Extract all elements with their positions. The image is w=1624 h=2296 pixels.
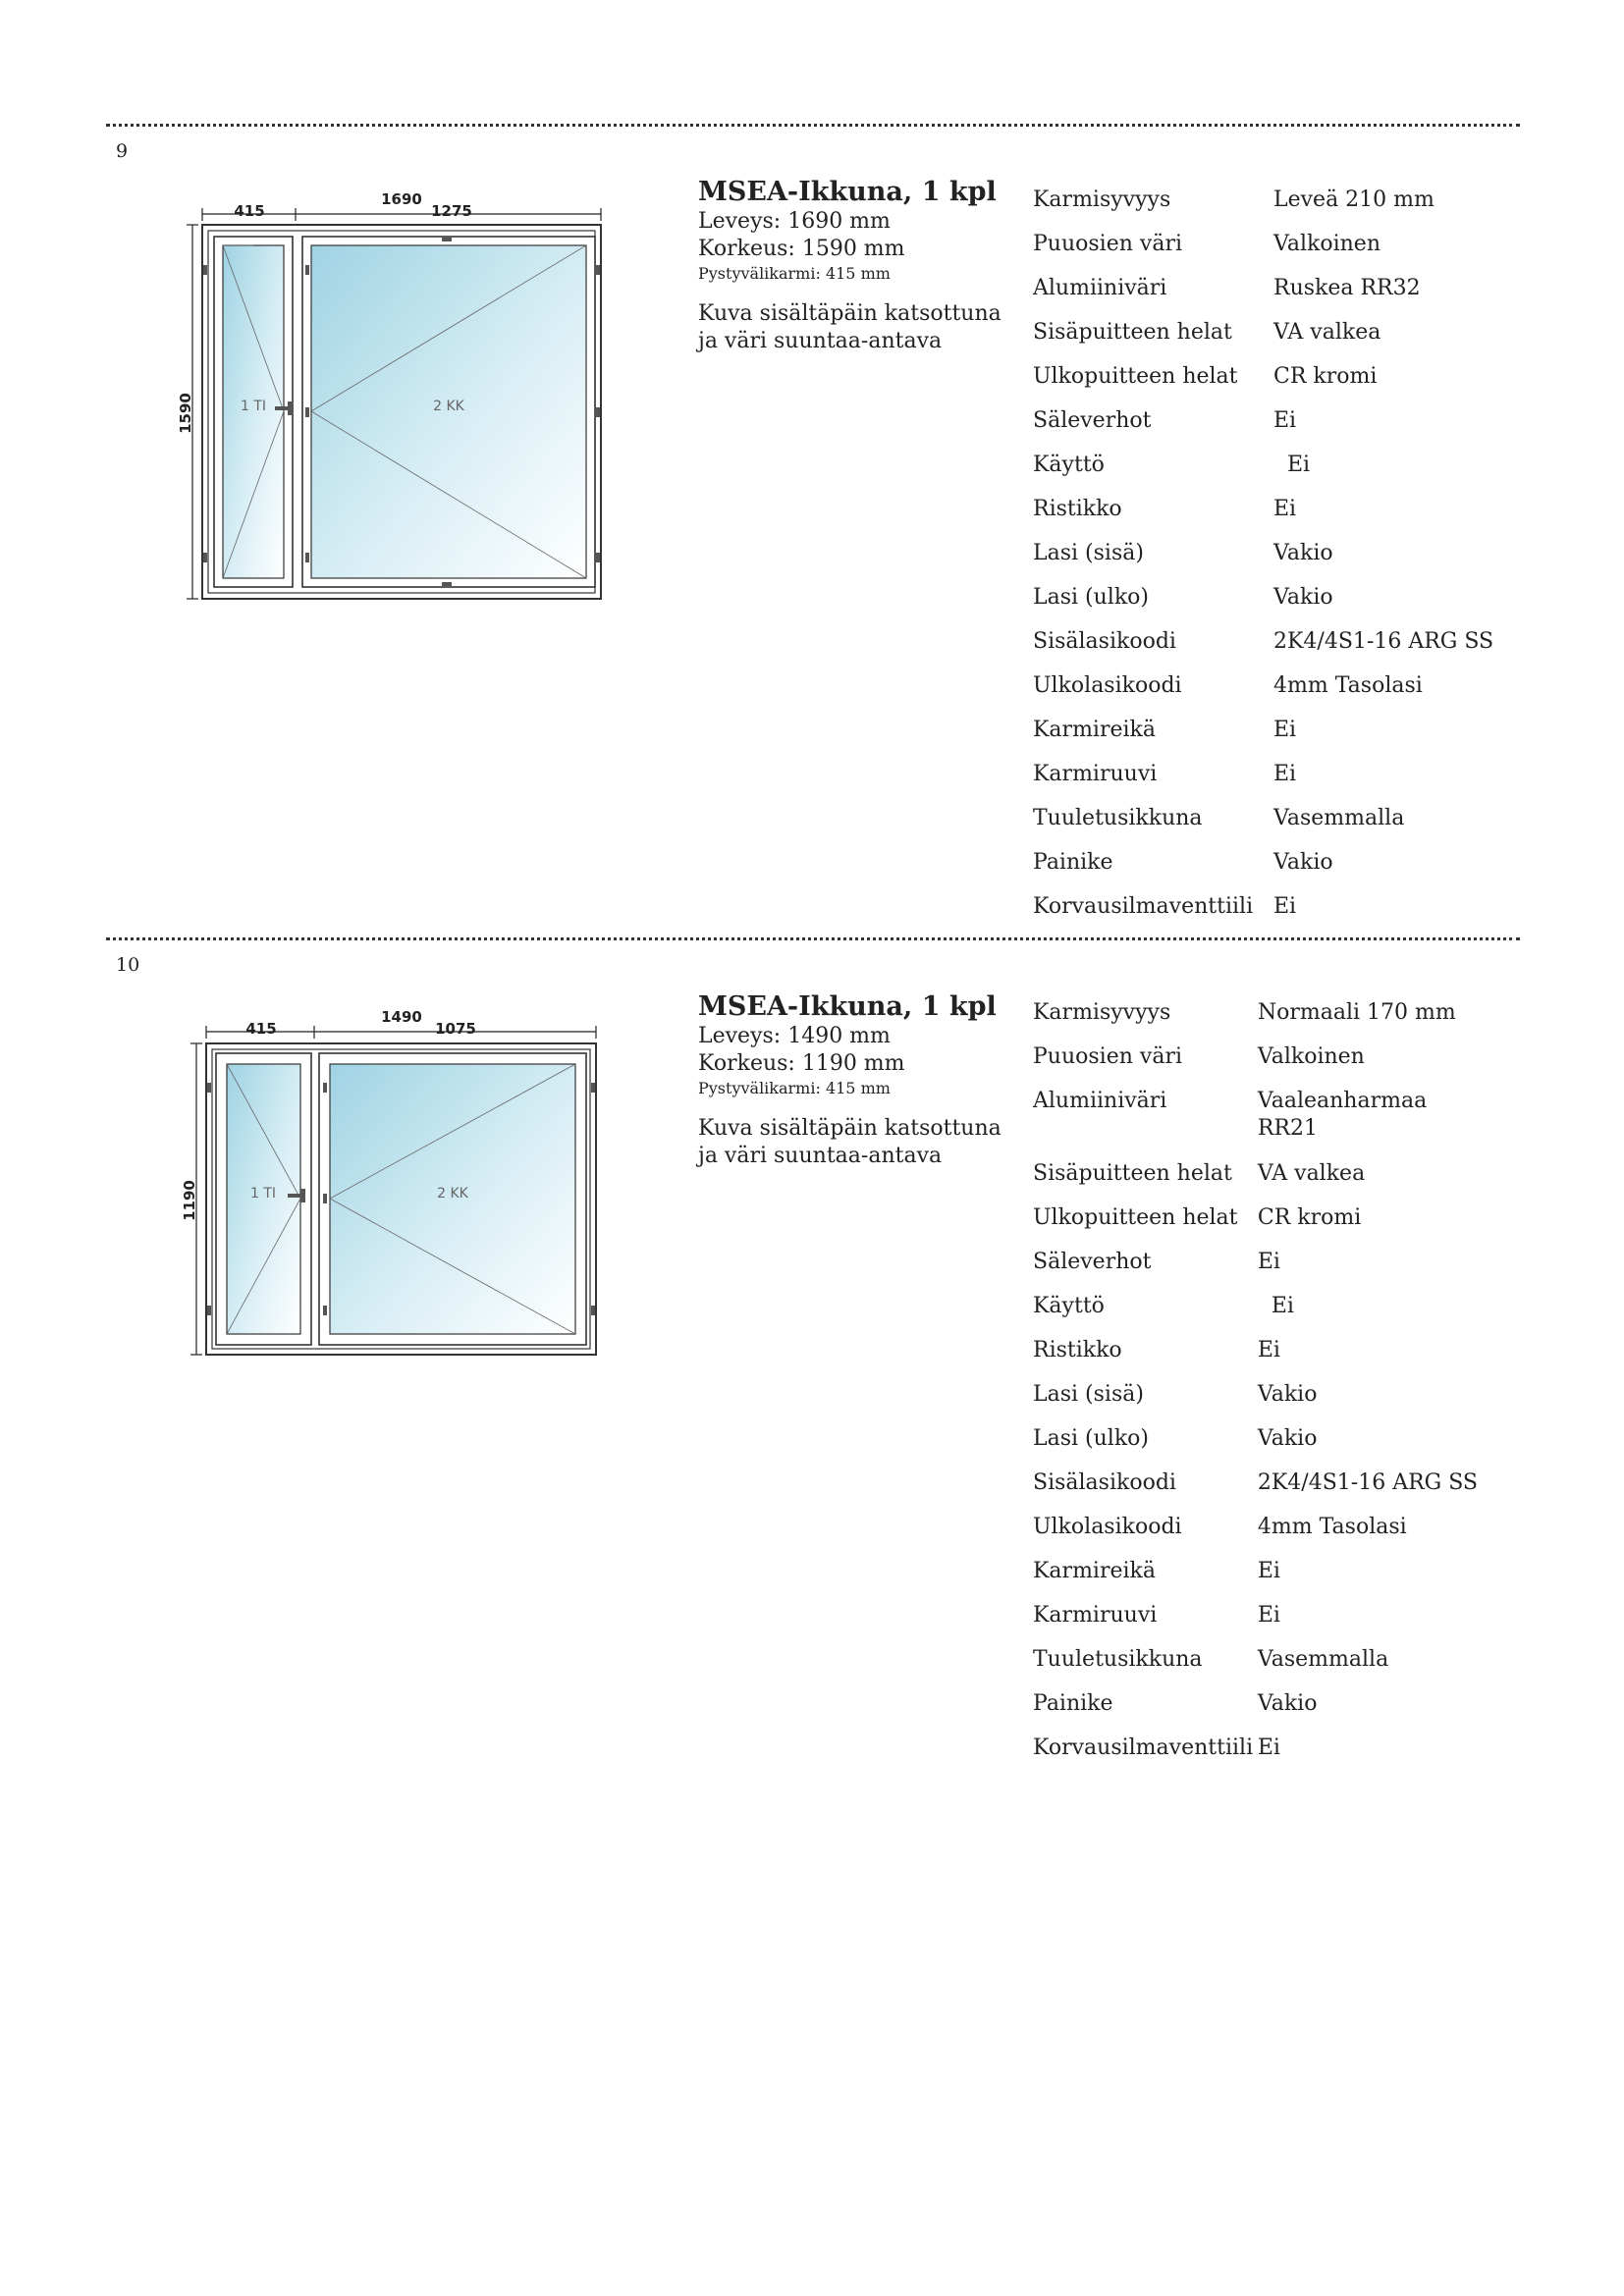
spec-value: 2K4/4S1-16 ARG SS — [1273, 629, 1494, 654]
spec-label: Ulkopuitteen helat — [1033, 364, 1238, 389]
item-number: 10 — [116, 954, 140, 976]
spec-table — [1033, 187, 1524, 937]
spec-row — [1033, 849, 1524, 893]
spec-label: Karmiruuvi — [1033, 1603, 1158, 1628]
spec-label: Sisälasikoodi — [1033, 629, 1176, 654]
spec-label: Alumiiniväri — [1033, 276, 1167, 300]
spec-label: Karmireikä — [1033, 718, 1156, 742]
left-sash-label: 1 TI — [240, 399, 267, 414]
spec-value: Vasemmalla — [1273, 806, 1405, 830]
spec-value: CR kromi — [1257, 1205, 1362, 1230]
spec-label: Karmisyvyys — [1033, 1000, 1171, 1025]
spec-row — [1033, 1204, 1524, 1249]
dim-right-width: 1275 — [431, 202, 472, 220]
spec-value: Ei — [1273, 453, 1311, 477]
spec-label: Karmiruuvi — [1033, 762, 1158, 786]
spec-value: Ei — [1257, 1338, 1280, 1362]
spec-label: Lasi (sisä) — [1033, 1382, 1144, 1407]
spec-value: VA valkea — [1273, 320, 1381, 345]
width-text: Leveys: 1490 mm — [698, 1024, 891, 1048]
spec-label: Sisäpuitteen helat — [1033, 1161, 1232, 1186]
spec-value: Ei — [1273, 408, 1297, 433]
spec-value: Vakio — [1273, 541, 1333, 565]
spec-value: Vakio — [1273, 850, 1333, 875]
spec-row — [1033, 1425, 1524, 1469]
right-sash-label: 2 KK — [437, 1186, 468, 1201]
spec-label: Tuuletusikkuna — [1033, 806, 1203, 830]
spec-value: 4mm Tasolasi — [1273, 673, 1423, 698]
spec-label: Lasi (sisä) — [1033, 541, 1144, 565]
window-summary — [698, 177, 1012, 355]
spec-label: Sisälasikoodi — [1033, 1470, 1176, 1495]
spec-label: Ristikko — [1033, 1338, 1122, 1362]
spec-value: Vaaleanharmaa RR21 — [1257, 1089, 1428, 1141]
window-title: MSEA-Ikkuna, 1 kpl — [698, 991, 997, 1022]
spec-label: Ulkopuitteen helat — [1033, 1205, 1238, 1230]
spec-label: Alumiiniväri — [1033, 1089, 1167, 1113]
drawing-note-line1: Kuva sisältäpäin katsottuna — [698, 1116, 1001, 1141]
dim-left-width: 415 — [234, 202, 265, 220]
spec-value: CR kromi — [1273, 364, 1378, 389]
spec-label: Korvausilmaventtiili — [1033, 1735, 1254, 1760]
spec-row — [1033, 1735, 1524, 1779]
spec-row — [1033, 407, 1524, 452]
spec-row — [1033, 1249, 1524, 1293]
spec-row — [1033, 187, 1524, 231]
spec-row — [1033, 628, 1524, 672]
spec-label: Käyttö — [1033, 1294, 1105, 1318]
spec-value: Leveä 210 mm — [1273, 187, 1435, 212]
spec-value: Ei — [1257, 1603, 1280, 1628]
right-sash-label: 2 KK — [433, 399, 464, 414]
spec-label: Korvausilmaventtiili — [1033, 894, 1254, 919]
spec-row — [1033, 1690, 1524, 1735]
spec-row — [1033, 1088, 1524, 1160]
spec-value: Valkoinen — [1257, 1044, 1365, 1069]
height-text: Korkeus: 1190 mm — [698, 1051, 905, 1076]
spec-row — [1033, 805, 1524, 849]
spec-label: Puuosien väri — [1033, 1044, 1182, 1069]
spec-label: Säleverhot — [1033, 408, 1152, 433]
spec-value: Ei — [1273, 894, 1297, 919]
spec-table — [1033, 999, 1524, 1779]
spec-row — [1033, 1514, 1524, 1558]
left-sash-label: 1 TI — [249, 1186, 277, 1201]
spec-label: Puuosien väri — [1033, 232, 1182, 256]
spec-row — [1033, 540, 1524, 584]
spec-row — [1033, 1337, 1524, 1381]
spec-label: Sisäpuitteen helat — [1033, 320, 1232, 345]
spec-row — [1033, 319, 1524, 363]
spec-label: Karmireikä — [1033, 1559, 1156, 1583]
spec-label: Lasi (ulko) — [1033, 1426, 1149, 1451]
spec-value: Vakio — [1257, 1382, 1318, 1407]
spec-label: Painike — [1033, 1691, 1113, 1716]
window-drawing — [177, 182, 609, 614]
spec-row — [1033, 1558, 1524, 1602]
drawing-note-line1: Kuva sisältäpäin katsottuna — [698, 301, 1001, 326]
spec-value: Ei — [1257, 1250, 1280, 1274]
spec-row — [1033, 1646, 1524, 1690]
spec-value: 2K4/4S1-16 ARG SS — [1257, 1470, 1478, 1495]
spec-label: Painike — [1033, 850, 1113, 875]
spec-row — [1033, 584, 1524, 628]
spec-value: Ei — [1257, 1559, 1280, 1583]
dim-left-width: 415 — [245, 1020, 277, 1038]
spec-label: Ulkolasikoodi — [1033, 1515, 1182, 1539]
mullion-text: Pystyvälikarmi: 415 mm — [698, 1079, 891, 1097]
spec-value: VA valkea — [1257, 1161, 1366, 1186]
spec-row — [1033, 999, 1524, 1043]
dim-total-width: 1690 — [381, 190, 422, 208]
spec-row — [1033, 452, 1524, 496]
spec-row — [1033, 893, 1524, 937]
spec-value: Ei — [1273, 718, 1297, 742]
spec-value: 4mm Tasolasi — [1257, 1515, 1407, 1539]
spec-value: Vakio — [1273, 585, 1333, 610]
spec-value: Ei — [1257, 1735, 1280, 1760]
window-title: MSEA-Ikkuna, 1 kpl — [698, 177, 997, 207]
spec-label: Ulkolasikoodi — [1033, 673, 1182, 698]
height-text: Korkeus: 1590 mm — [698, 237, 905, 261]
spec-label: Lasi (ulko) — [1033, 585, 1149, 610]
spec-label: Karmisyvyys — [1033, 187, 1171, 212]
spec-row — [1033, 275, 1524, 319]
spec-value: Valkoinen — [1273, 232, 1380, 256]
drawing-note — [698, 300, 1012, 355]
spec-row — [1033, 717, 1524, 761]
spec-value: Ruskea RR32 — [1273, 276, 1421, 300]
spec-row — [1033, 231, 1524, 275]
item-number: 9 — [116, 140, 129, 162]
width-text: Leveys: 1690 mm — [698, 209, 891, 234]
spec-label: Ristikko — [1033, 497, 1122, 521]
drawing-note-line2: ja väri suuntaa-antava — [698, 1144, 943, 1168]
spec-row — [1033, 761, 1524, 805]
dim-height: 1590 — [177, 393, 194, 434]
spec-value: Ei — [1273, 497, 1297, 521]
spec-row — [1033, 1160, 1524, 1204]
drawing-note-line2: ja väri suuntaa-antava — [698, 329, 943, 353]
spec-row — [1033, 1602, 1524, 1646]
spec-value: Vasemmalla — [1257, 1647, 1389, 1672]
spec-value: Vakio — [1257, 1426, 1318, 1451]
dim-right-width: 1075 — [435, 1020, 476, 1038]
spec-row — [1033, 363, 1524, 407]
spec-label: Käyttö — [1033, 453, 1105, 477]
spec-row — [1033, 1043, 1524, 1088]
mullion-text: Pystyvälikarmi: 415 mm — [698, 264, 891, 283]
spec-value: Ei — [1257, 1294, 1294, 1318]
drawing-note — [698, 1115, 1012, 1170]
dim-height: 1190 — [181, 1180, 198, 1221]
spec-row — [1033, 1469, 1524, 1514]
spec-row — [1033, 496, 1524, 540]
spec-label: Säleverhot — [1033, 1250, 1152, 1274]
section-divider-middle — [106, 937, 1520, 940]
spec-label: Tuuletusikkuna — [1033, 1647, 1203, 1672]
spec-row — [1033, 1293, 1524, 1337]
window-summary — [698, 991, 1012, 1170]
dim-total-width: 1490 — [381, 1008, 422, 1026]
spec-row — [1033, 1381, 1524, 1425]
spec-value: Normaali 170 mm — [1257, 1000, 1456, 1025]
spec-value: Vakio — [1257, 1691, 1318, 1716]
spec-row — [1033, 672, 1524, 717]
section-divider-top — [106, 124, 1520, 127]
spec-value: Ei — [1273, 762, 1297, 786]
window-drawing — [177, 999, 609, 1362]
